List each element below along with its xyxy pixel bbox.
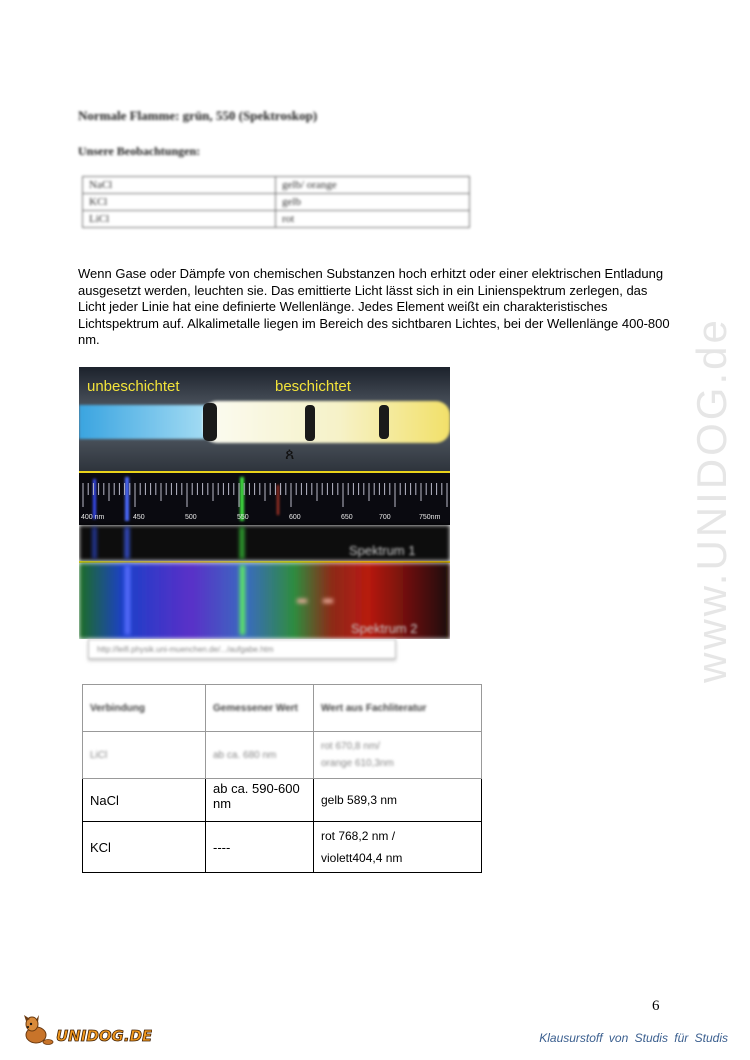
compound-cell: KCl xyxy=(83,822,206,873)
page-number: 6 xyxy=(652,998,660,1014)
unidog-logo[interactable] xyxy=(22,1015,152,1047)
intro-paragraph: Wenn Gase oder Dämpfe von chemischen Substanzen hoch erhitzt oder einer elektrischen Entladung ausgesetzt werden, leuchten sie. Das emittierte Licht lässt sich in ein Linienspektrum zerlegen, das Licht jeder Linie hat eine definierte Wellenlänge. Jedes Element weißt ein charakteristisches Lichtspektrum auf. Alkalimetalle liegen im Bereich des sichtbaren Lichtes, bei der Wellenlänge 400-800 nm. xyxy=(78,266,670,347)
color-cell: gelb xyxy=(276,194,470,211)
scale-label: 700 xyxy=(379,514,391,521)
spectrum-figure xyxy=(79,367,450,639)
measured-cell: ab ca. 680 nm xyxy=(206,732,314,779)
literature-cell xyxy=(314,822,482,873)
compound-cell: LiCl xyxy=(83,732,206,779)
literature-line: rot 768,2 nm / xyxy=(321,829,396,843)
literature-line: violett404,4 nm xyxy=(321,851,403,865)
scale-label: 500 xyxy=(185,514,197,521)
heading-observations: Unsere Beobachtungen: xyxy=(78,144,201,158)
header-literature: Wert aus Fachliteratur xyxy=(314,685,482,732)
dog-icon xyxy=(24,1015,53,1045)
table-row xyxy=(83,177,470,194)
label-coated: beschichtet xyxy=(275,378,351,395)
substance-cell: LiCl xyxy=(83,211,276,228)
color-cell: gelb/ orange xyxy=(276,177,470,194)
footer-tagline: Klausurstoff von Studis für Studis xyxy=(539,1031,728,1045)
figure-source-caption: http://leifi.physik.uni-muenchen.de/.../aufgabe.htm xyxy=(88,639,396,659)
table-row xyxy=(83,732,482,779)
literature-line: rot 670,8 nm/ xyxy=(321,741,380,752)
label-coated-ring-mark: ጰ xyxy=(285,444,295,463)
scale-label: 650 xyxy=(341,514,353,521)
results-table xyxy=(82,684,482,873)
logo-text: UNIDOG.DE xyxy=(56,1027,152,1045)
measured-cell: ab ca. 590-600 nm xyxy=(206,779,314,822)
literature-cell xyxy=(314,732,482,779)
scale-label: 450 xyxy=(133,514,145,521)
label-uncoated: unbeschichtet xyxy=(87,378,180,395)
spectrum-1-label: Spektrum 1 xyxy=(349,543,416,558)
substance-cell: KCl xyxy=(83,194,276,211)
uncoated-tube xyxy=(79,405,209,439)
literature-line: orange 610,3nm xyxy=(321,758,394,769)
measured-cell: ---- xyxy=(206,822,314,873)
watermark: www.UNIDOG.de xyxy=(688,317,735,683)
scale-label: 400 nm xyxy=(81,514,105,521)
scale-label: 600 xyxy=(289,514,301,521)
table-row xyxy=(83,211,470,228)
coated-tube xyxy=(203,401,450,443)
literature-line: gelb 589,3 nm xyxy=(321,793,398,807)
tube-band xyxy=(203,403,217,441)
heading-flame: Normale Flamme: grün, 550 (Spektroskop) xyxy=(78,108,318,123)
header-measured: Gemessener Wert xyxy=(206,685,314,732)
table-header-row xyxy=(83,685,482,732)
observations-table xyxy=(82,176,470,228)
table-row xyxy=(83,779,482,822)
color-cell: rot xyxy=(276,211,470,228)
scale-label: 750nm xyxy=(419,514,441,521)
header-compound: Verbindung xyxy=(83,685,206,732)
table-row xyxy=(83,822,482,873)
table-row xyxy=(83,194,470,211)
spectrum-2-label: Spektrum 2 xyxy=(351,621,418,636)
literature-cell xyxy=(314,779,482,822)
tube-band xyxy=(305,405,315,441)
substance-cell: NaCl xyxy=(83,177,276,194)
tube-band xyxy=(379,405,389,439)
compound-cell: NaCl xyxy=(83,779,206,822)
scale-label: 550 xyxy=(237,514,249,521)
